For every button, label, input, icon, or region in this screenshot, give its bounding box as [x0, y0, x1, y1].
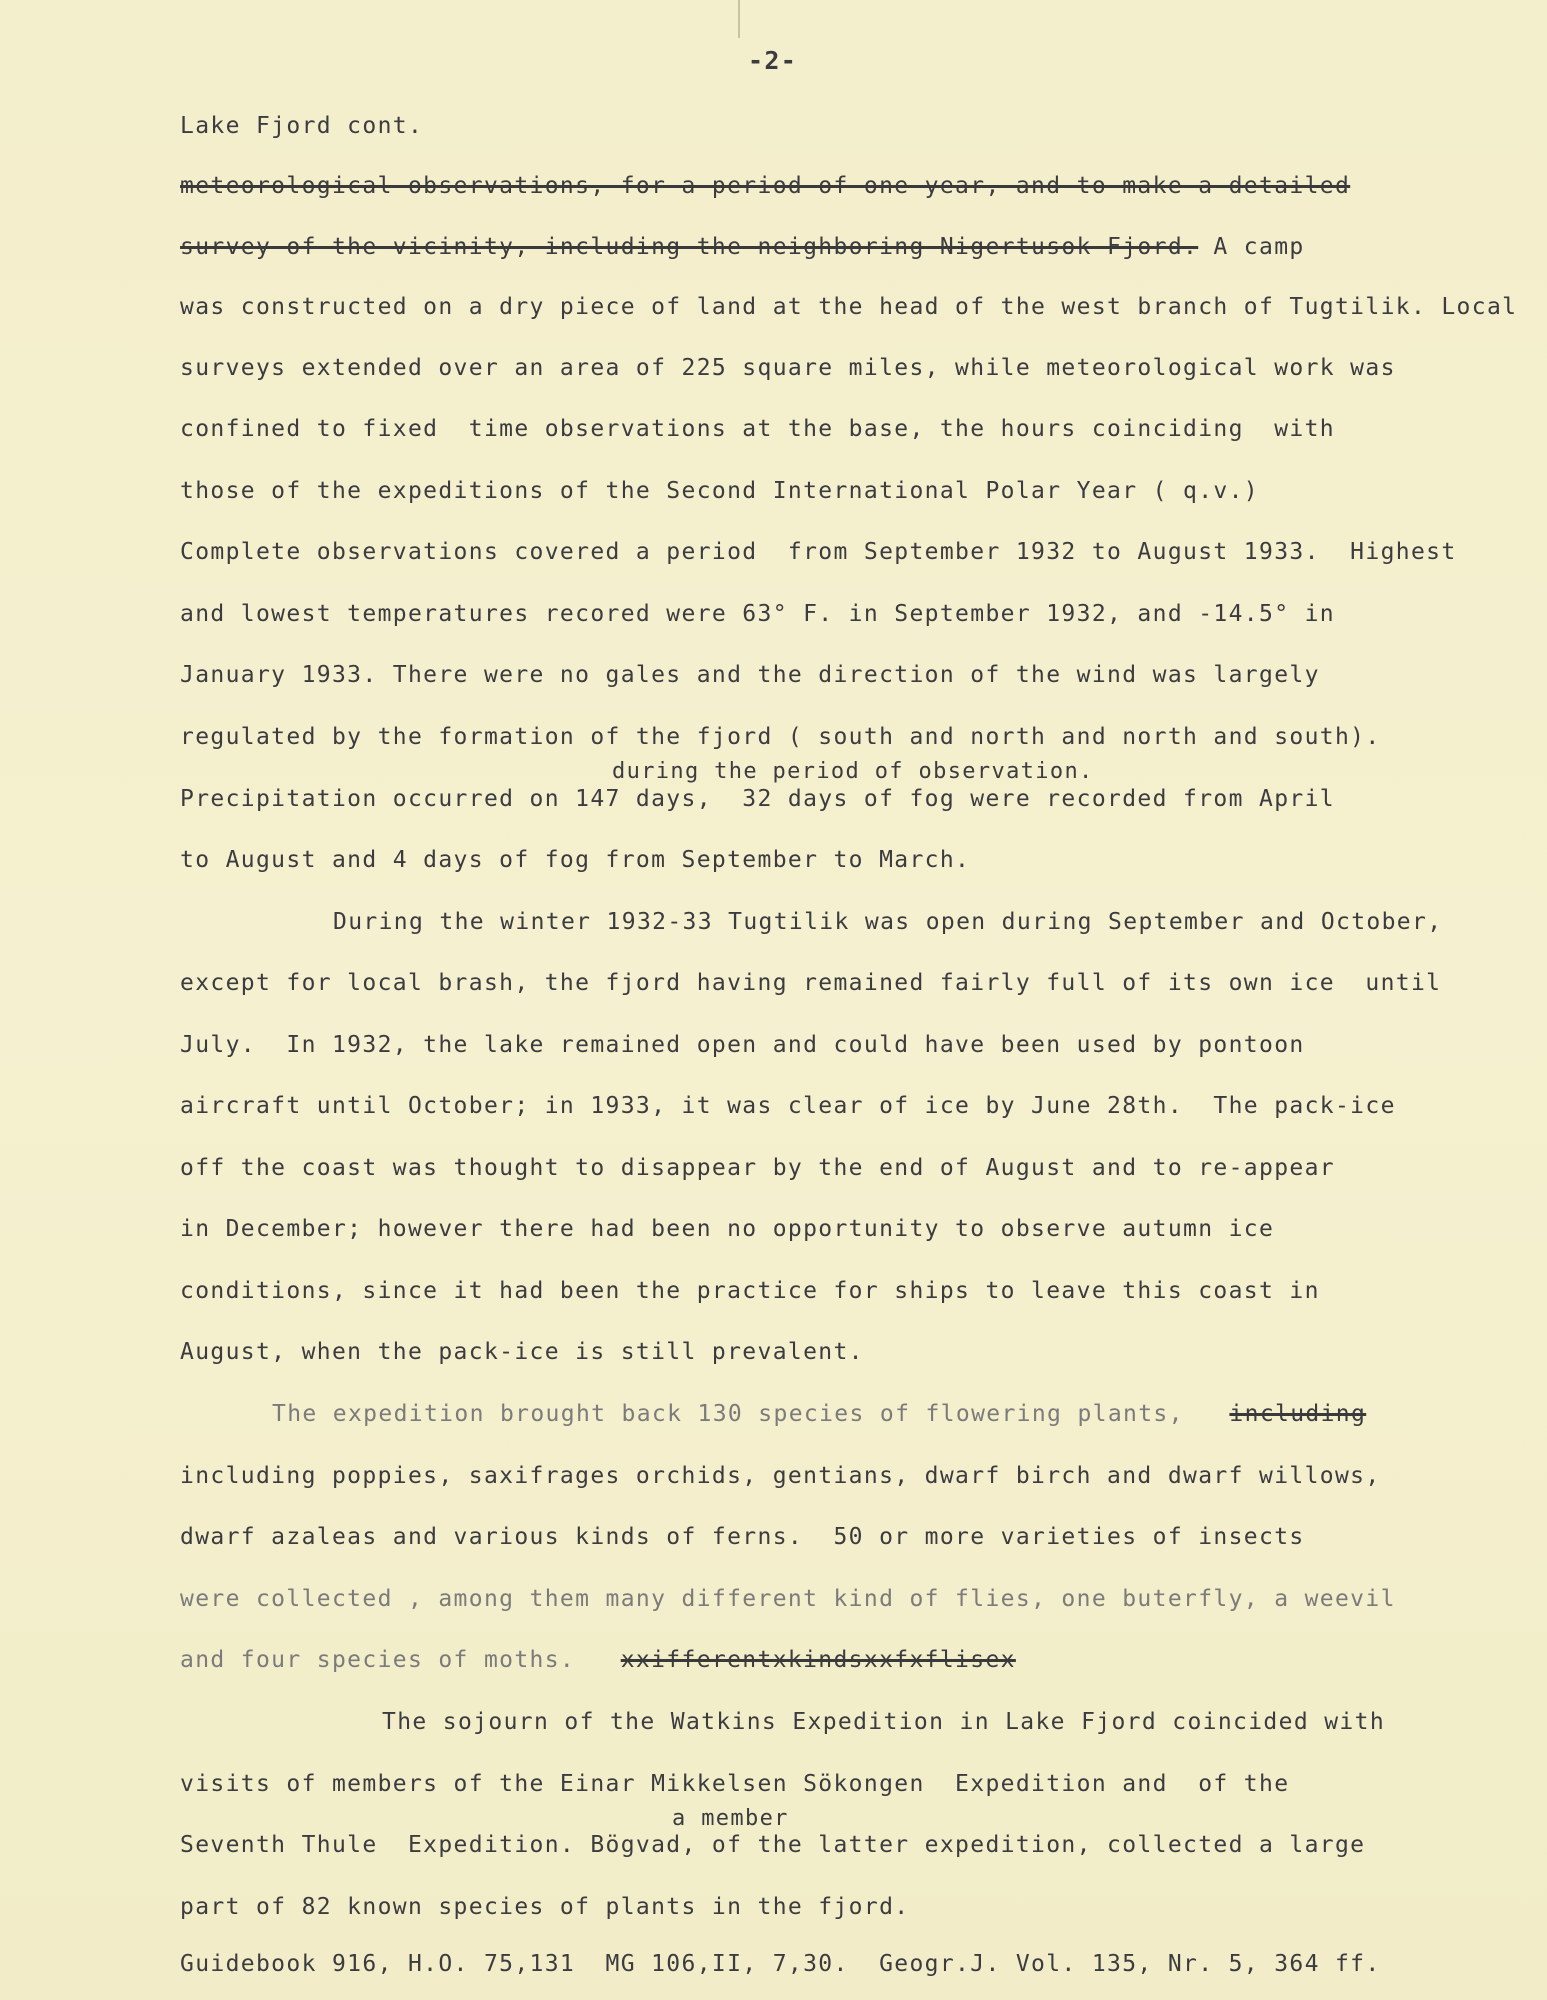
- text-line: Precipitation occurred on 147 days, 32 days of fog were recorded from April: [180, 786, 1335, 812]
- text-line: [272, 1400, 1366, 1428]
- text-line: aircraft until October; in 1933, it was clear of ice by June 28th. The pack-ice: [180, 1093, 1396, 1119]
- text-line: regulated by the formation of the fjord ( south and north and north and south).: [180, 724, 1381, 750]
- text-line: [180, 233, 1305, 261]
- text-line: [180, 1646, 1016, 1674]
- struck-line: meteorological observations, for a period of one year, and to make a detailed: [180, 173, 1351, 199]
- text-line: to August and 4 days of fog from September to March.: [180, 847, 971, 873]
- inserted-text: a member: [672, 1806, 789, 1831]
- text-line: July. In 1932, the lake remained open and could have been used by pontoon: [180, 1032, 1305, 1058]
- inserted-text: during the period of observation.: [612, 759, 1094, 784]
- text-fragment: A camp: [1198, 234, 1305, 260]
- text-line: surveys extended over an area of 225 square miles, while meteorological work was: [180, 355, 1396, 381]
- text-line: dwarf azaleas and various kinds of ferns. 50 or more varieties of insects: [180, 1524, 1305, 1550]
- faded-text: and four species of moths.: [180, 1647, 621, 1673]
- text-line: visits of members of the Einar Mikkelsen Sökongen Expedition and of the: [180, 1771, 1290, 1797]
- text-line: Seventh Thule Expedition. Bögvad, of the latter expedition, collected a large: [180, 1832, 1366, 1858]
- text-line: conditions, since it had been the practice for ships to leave this coast in: [180, 1278, 1320, 1304]
- text-line: part of 82 known species of plants in the fjord.: [180, 1894, 910, 1920]
- text-line: including poppies, saxifrages orchids, gentians, dwarf birch and dwarf willows,: [180, 1463, 1381, 1489]
- heading: Lake Fjord cont.: [180, 113, 424, 139]
- text-line: The sojourn of the Watkins Expedition in Lake Fjord coincided with: [382, 1709, 1386, 1735]
- page-number: -2-: [748, 46, 798, 75]
- reference-line: Guidebook 916, H.O. 75,131 MG 106,II, 7,30. Geogr.J. Vol. 135, Nr. 5, 364 ff.: [180, 1951, 1381, 1977]
- struck-word: including: [1229, 1401, 1367, 1427]
- text-line: January 1933. There were no gales and the direction of the wind was largely: [180, 662, 1320, 688]
- text-line: those of the expeditions of the Second International Polar Year ( q.v.): [180, 478, 1259, 504]
- text-line: and lowest temperatures recored were 63° F. in September 1932, and -14.5° in: [180, 601, 1335, 627]
- text-line: confined to fixed time observations at the base, the hours coinciding with: [180, 416, 1335, 442]
- text-line: off the coast was thought to disappear by the end of August and to re-appear: [180, 1155, 1335, 1181]
- struck-word: xxifferentxkindsxxfxflisex: [620, 1647, 1016, 1673]
- text-line: except for local brash, the fjord having remained fairly full of its own ice until: [180, 970, 1442, 996]
- text-line: Complete observations covered a period from September 1932 to August 1933. Highest: [180, 539, 1457, 565]
- text-line: were collected , among them many different kind of flies, one buterfly, a weevil: [180, 1586, 1396, 1612]
- text-line: was constructed on a dry piece of land at the head of the west branch of Tugtilik. Local: [180, 294, 1518, 320]
- struck-line: survey of the vicinity, including the neighboring Nigertusok Fjord.: [180, 234, 1199, 260]
- text-line: in December; however there had been no opportunity to observe autumn ice: [180, 1216, 1275, 1242]
- faded-text: The expedition brought back 130 species of flowering plants,: [272, 1401, 1230, 1427]
- text-line: August, when the pack-ice is still prevalent.: [180, 1339, 864, 1365]
- page-crease: [738, 0, 740, 38]
- text-line: During the winter 1932-33 Tugtilik was open during September and October,: [333, 909, 1443, 935]
